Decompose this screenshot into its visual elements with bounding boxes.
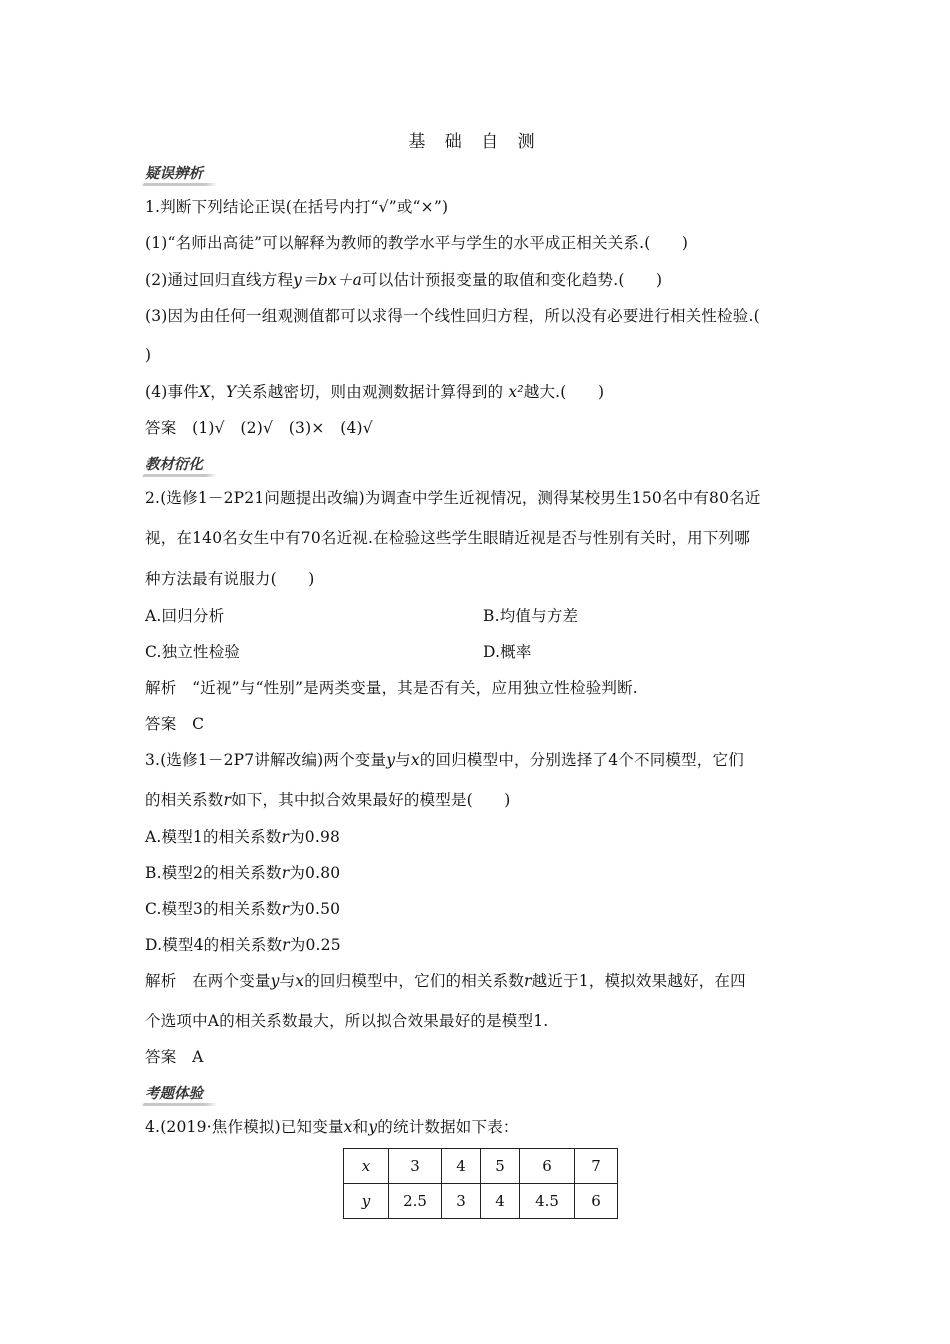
- q3-option-c: C.模型3的相关系数r为0.50: [145, 900, 341, 918]
- q2-analysis: 解析 “近视”与“性别”是两类变量，其是否有关，应用独立性检验判断.: [145, 679, 638, 697]
- table-cell: 2.5: [389, 1184, 442, 1219]
- section-header-errors: 疑误辨析: [145, 162, 203, 183]
- q2-answer: 答案 C: [145, 715, 205, 733]
- chi-square-symbol: x²: [508, 383, 524, 401]
- table-cell: 5: [481, 1149, 520, 1184]
- q3-analysis-1: 解析 在两个变量y与x的回归模型中，它们的相关系数r越近于1，模拟效果越好，在四: [145, 972, 746, 990]
- q1-item-2: (2)通过回归直线方程y＝bx＋a可以估计预报变量的取值和变化趋势.( ): [145, 271, 663, 289]
- q2-line-2: 视，在140名女生中有70名近视.在检验这些学生眼睛近视是否与性别有关时，用下列哪: [145, 529, 750, 547]
- table-cell: 7: [575, 1149, 618, 1184]
- q3-option-b: B.模型2的相关系数r为0.80: [145, 864, 341, 882]
- q3-line-2: 的相关系数r如下，其中拟合效果最好的模型是( ): [145, 791, 511, 809]
- q3-analysis-2: 个选项中A的相关系数最大，所以拟合效果最好的是模型1.: [145, 1012, 549, 1030]
- table-row-y: [344, 1184, 618, 1219]
- table-cell: y: [344, 1184, 389, 1219]
- q3-option-a: A.模型1的相关系数r为0.98: [145, 828, 341, 846]
- table-row-x: [344, 1149, 618, 1184]
- q2-line-1: 2.(选修1－2P21问题提出改编)为调查中学生近视情况，测得某校男生150名中有80名近: [145, 489, 761, 507]
- q1-item-3-cont: ): [145, 346, 152, 364]
- q3-answer: 答案 A: [145, 1048, 204, 1066]
- table-cell: 4: [481, 1184, 520, 1219]
- page-title: 基 础 自 测: [408, 132, 542, 152]
- table-cell: 6: [575, 1184, 618, 1219]
- q1-answer: 答案 (1)√ (2)√ (3)× (4)√: [145, 419, 373, 437]
- table-cell: 6: [520, 1149, 575, 1184]
- q3-option-d: D.模型4的相关系数r为0.25: [145, 936, 341, 954]
- q2-line-3: 种方法最有说服力( ): [145, 570, 315, 588]
- q1-item-3: (3)因为由任何一组观测值都可以求得一个线性回归方程，所以没有必要进行相关性检验.(: [145, 307, 760, 325]
- q2-option-d: D.概率: [483, 643, 532, 661]
- q3-line-1: 3.(选修1－2P7讲解改编)两个变量y与x的回归模型中，分别选择了4个不同模型，它们: [145, 751, 744, 769]
- table-cell: 3: [389, 1149, 442, 1184]
- table-cell: 4.5: [520, 1184, 575, 1219]
- q1-stem: 1.判断下列结论正误(在括号内打“√”或“×”): [145, 198, 449, 216]
- q2-option-a: A.回归分析: [145, 607, 225, 625]
- q4-stem: 4.(2019·焦作模拟)已知变量x和y的统计数据如下表：: [145, 1118, 519, 1136]
- data-table: [343, 1148, 618, 1219]
- q2-option-c: C.独立性检验: [145, 643, 241, 661]
- q2-option-b: B.均值与方差: [483, 607, 579, 625]
- table-cell: 3: [442, 1184, 481, 1219]
- section-header-textbook: 教材衍化: [145, 453, 203, 474]
- q2-option-row-1: [145, 606, 224, 626]
- q1-item-1: (1)“名师出高徒”可以解释为教师的教学水平与学生的水平成正相关关系.( ): [145, 234, 689, 252]
- table-cell: 4: [442, 1149, 481, 1184]
- regression-equation: y＝bx＋a: [293, 271, 363, 289]
- q1-item-4: (4)事件X，Y关系越密切，则由观测数据计算得到的 x²越大.( ): [145, 383, 605, 401]
- table-cell: x: [344, 1149, 389, 1184]
- section-header-exam: 考题体验: [145, 1082, 203, 1103]
